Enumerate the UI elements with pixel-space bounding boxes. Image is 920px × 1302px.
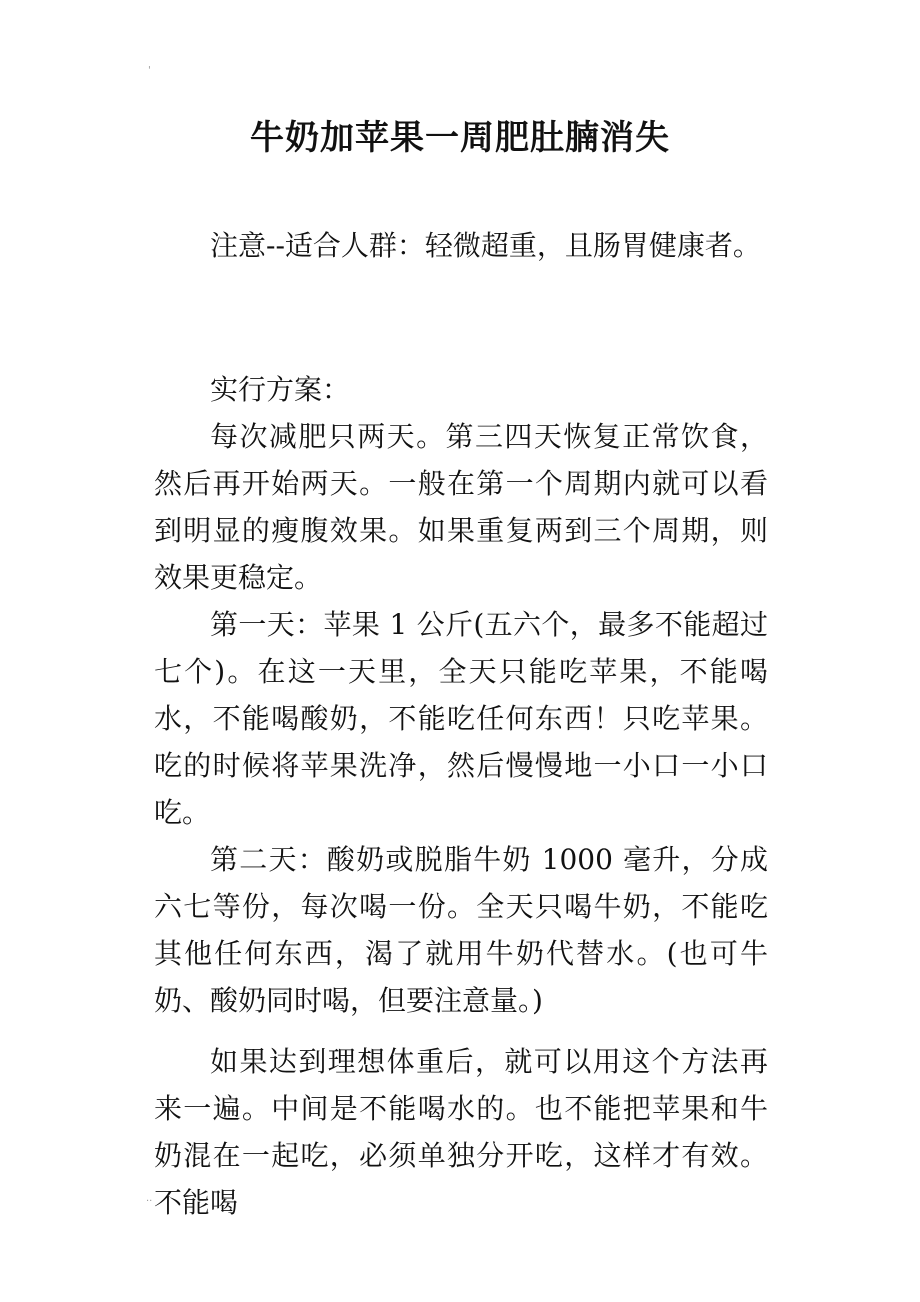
paragraph-day-two: 第二天：酸奶或脱脂牛奶 1000 毫升，分成六七等份，每次喝一份。全天只喝牛奶，不能吃其他任何东西，渴了就用牛奶代替水。(也可牛奶、酸奶同时喝，但要注意量。) (154, 843, 768, 1017)
page-corner-mark-top: ' (148, 65, 151, 76)
note-block (154, 222, 768, 269)
paragraph-closing: 如果达到理想体重后，就可以用这个方法再来一遍。中间是不能喝水的。也不能把苹果和牛奶混在一起吃，必须单独分开吃，这样才有效。不能喝 (154, 1045, 768, 1219)
plan-section (154, 366, 768, 1024)
paragraph-overview: 每次减肥只两天。第三四天恢复正常饮食，然后再开始两天。一般在第一个周期内就可以看到明显的瘦腹效果。如果重复两到三个周期，则效果更稳定。 (154, 420, 768, 594)
plan-heading: 实行方案： (210, 373, 351, 406)
page-title: 牛奶加苹果一周肥肚腩消失 (250, 118, 670, 158)
paragraph-day-one: 第一天：苹果 1 公斤(五六个，最多不能超过七个)。在这一天里，全天只能吃苹果，不能喝水，不能喝酸奶，不能吃任何东西！只吃苹果。吃的时候将苹果洗净，然后慢慢地一小口一小口吃。 (154, 608, 768, 829)
closing-section (154, 1038, 768, 1226)
page-corner-mark-bottom: .. (146, 1193, 153, 1204)
target-audience-note: 注意--适合人群：轻微超重，且肠胃健康者。 (210, 229, 761, 262)
